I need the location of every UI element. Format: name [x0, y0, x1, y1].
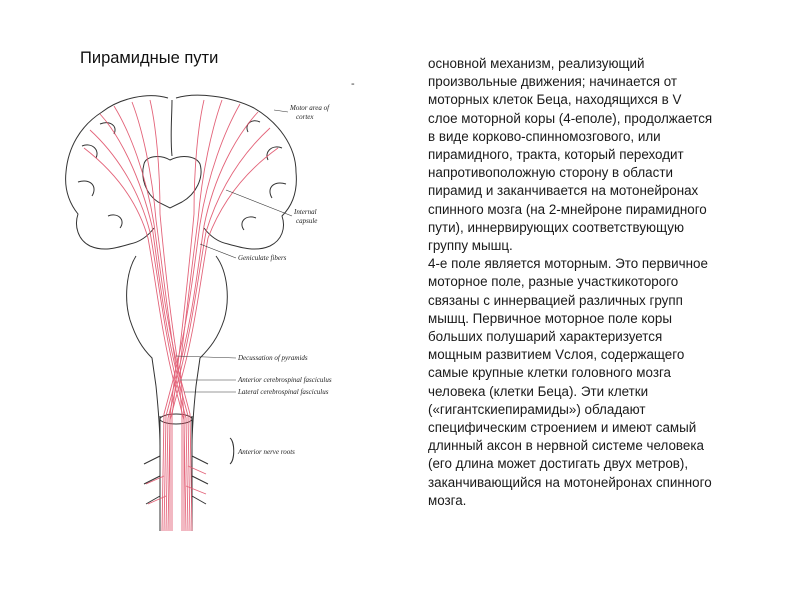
corner-mark: - [351, 78, 355, 90]
description-text [428, 55, 763, 510]
leader-lines [176, 110, 292, 392]
left-hemisphere-outline [66, 96, 168, 249]
right-hemisphere-outline [176, 95, 296, 249]
label-internal-2: capsule [296, 217, 318, 225]
label-internal-1: Internal [294, 208, 317, 216]
figure-labels [237, 104, 332, 456]
brainstem-outline [127, 256, 228, 386]
label-roots: Anterior nerve roots [238, 448, 295, 456]
gyri-lines [78, 121, 286, 230]
diagram-svg [60, 86, 360, 556]
tract-fibers [84, 100, 278, 531]
cord-cross-section-top [160, 414, 192, 424]
label-decussation: Decussation of pyramids [238, 354, 308, 362]
slide-title: Пирамидные пути [80, 49, 219, 67]
label-motor-area-1: Motor area of [290, 104, 330, 112]
paragraph-1: основной механизм, реализующий произвольные движения; начинается от моторных клеток Беца, находящихся в V слое моторной коры (4-еполе), продолжается в виде корково-спинномозгового, или пирамидного, тракта, который переходит напротивоположную сторону в области пирамид и заканчивается на мотонейронах спинного мозга (на 2-мнейроне пирамидного пути), иннервирующих соответствующую группу мышц. [428, 56, 713, 254]
label-lateral: Lateral cerebrospinal fasciculus [238, 388, 329, 396]
longitudinal-fissure [171, 100, 172, 156]
pyramidal-tract-diagram [60, 86, 360, 556]
nerve-roots [144, 456, 208, 504]
label-motor-area-2: cortex [296, 113, 314, 121]
paragraph-2: 4-е поле является моторным. Это первичное моторное поле, разные участкикоторого связаны с иннервацией различных групп мышц. Первичное моторное поле коры больших полушарий характеризуется мощным развитием Vслоя, содержащего самые крупные клетки головного мозга человека (клетки Беца). Эти клетки («гигантскиепирамиды») обладают специфическим строением и имеют самый длинный аксон в нервной системе человека (его длина может достигать двух метров), заканчивающийся на мотонейронах спинного мозга. [428, 256, 712, 508]
label-anterior: Anterior cerebrospinal fasciculus [238, 376, 332, 384]
label-geniculate: Geniculate fibers [238, 254, 287, 262]
roots-brace [230, 438, 234, 464]
